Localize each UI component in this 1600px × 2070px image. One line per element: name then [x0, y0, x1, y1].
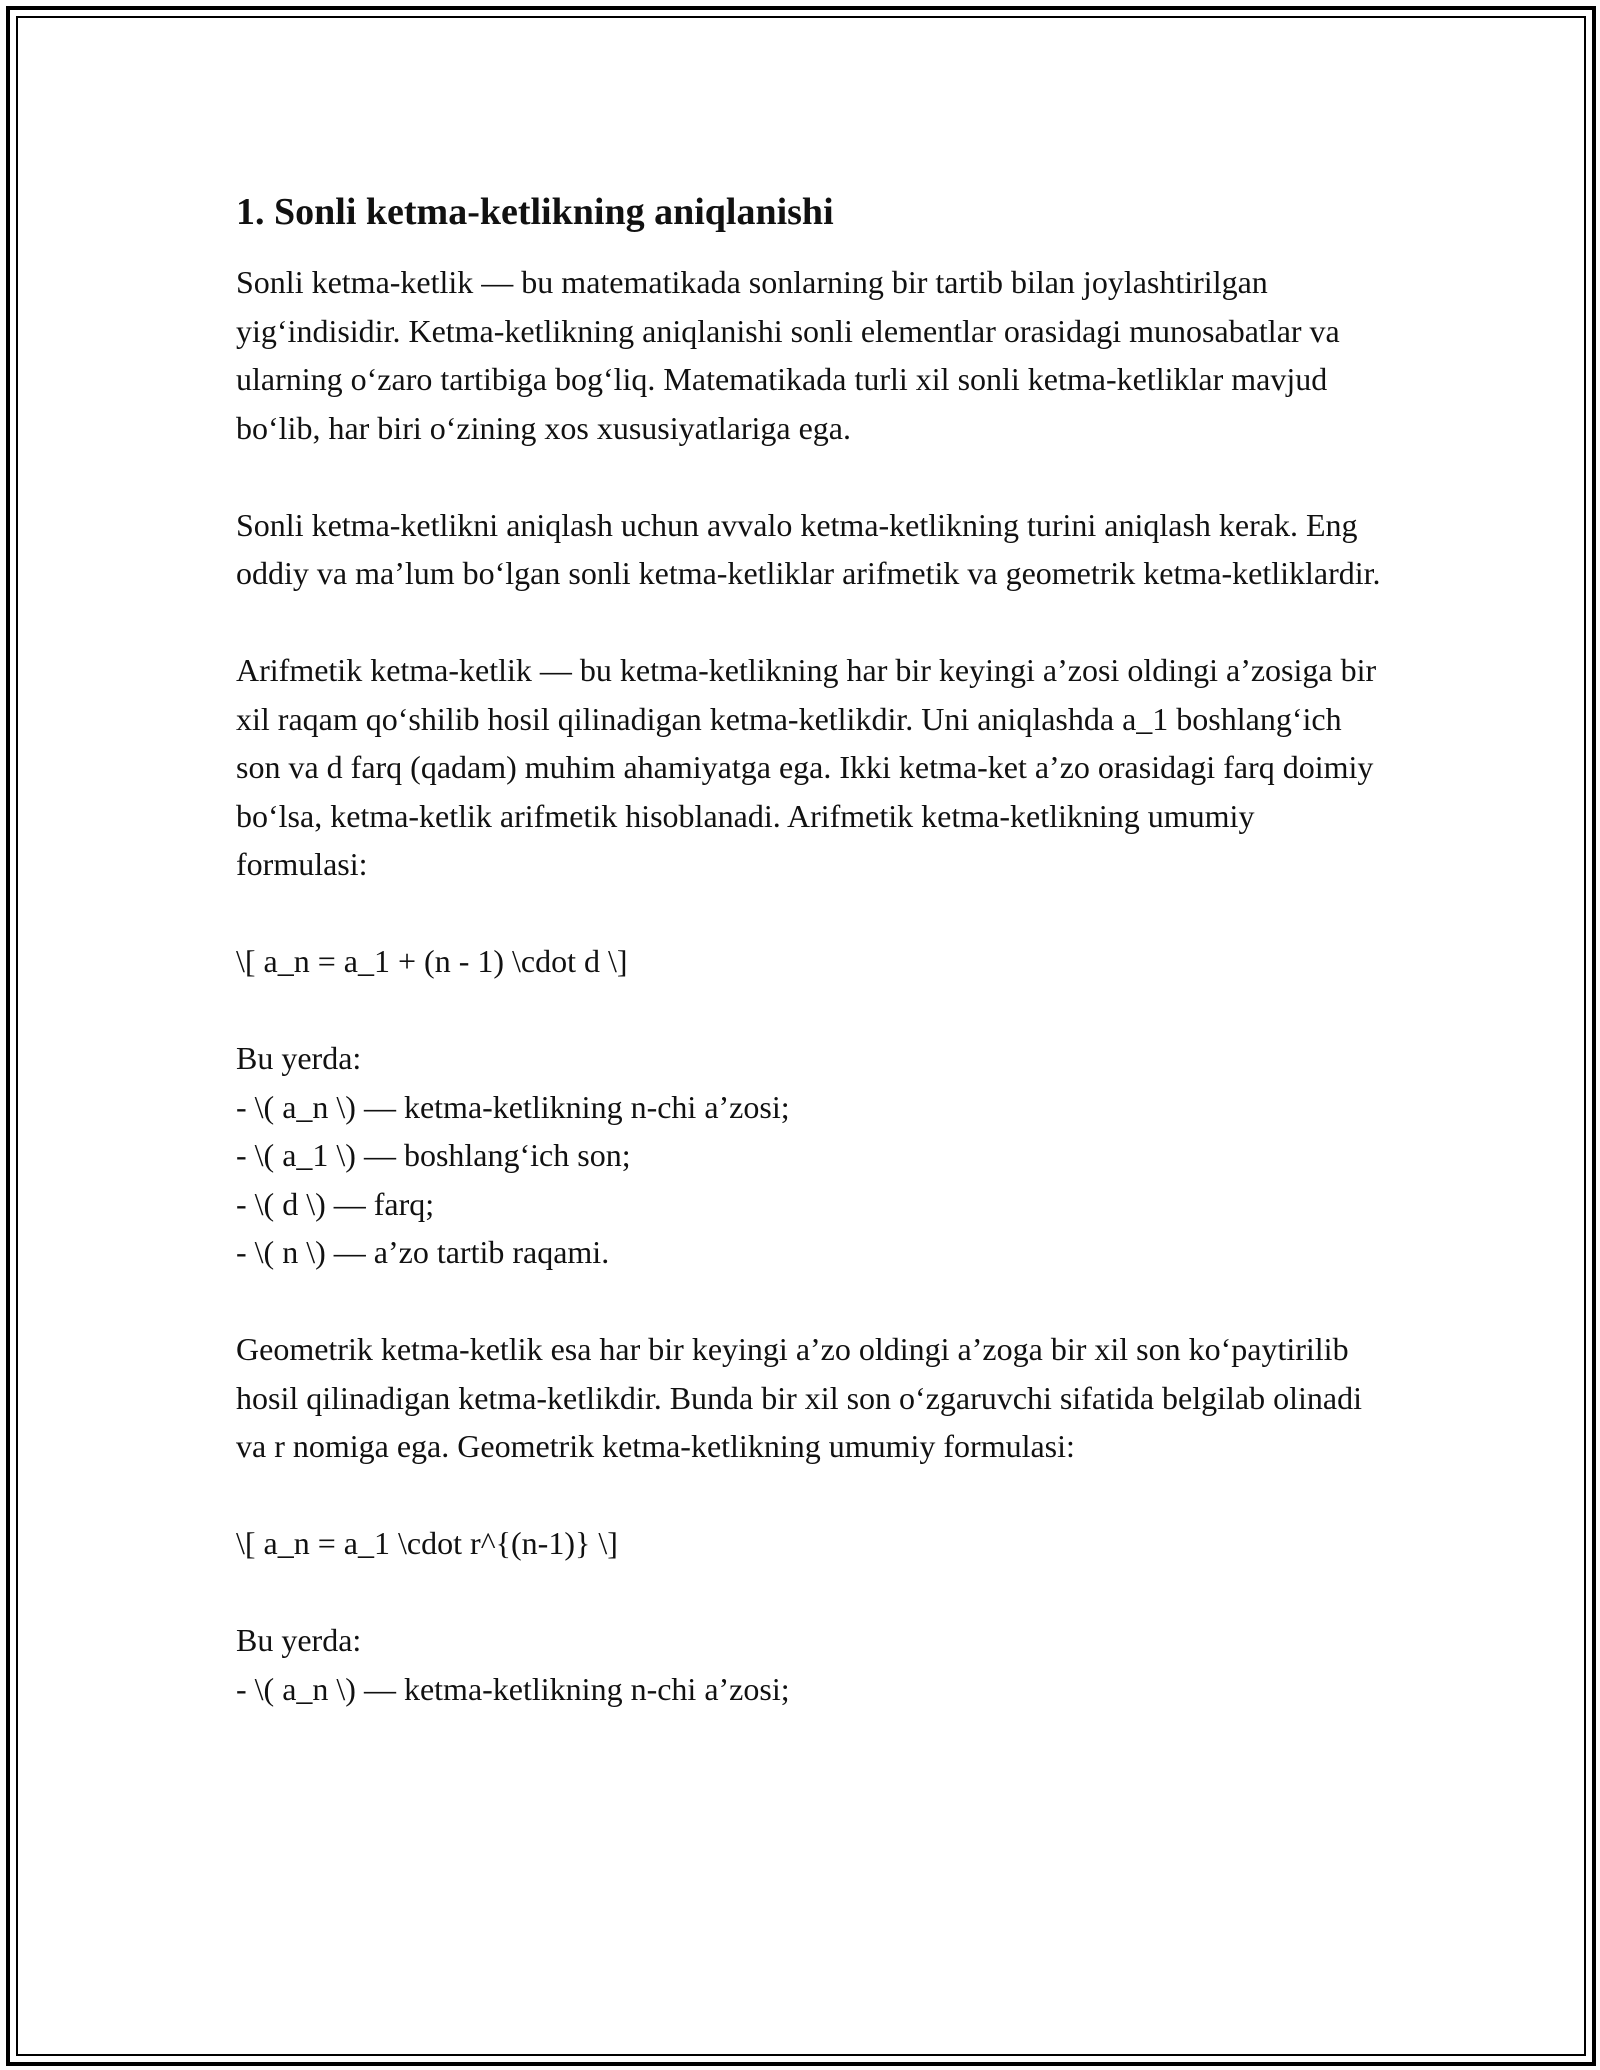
formula-arithmetic: \[ a_n = a_1 + (n - 1) \cdot d \]: [236, 943, 628, 979]
paragraph-types: Sonli ketma-ketlikni aniqlash uchun avvalo ketma-ketlikning turini aniqlash kerak. Eng oddiy va ma’lum bo‘lgan sonli ketma-ketliklar arifmetik va geometrik ketma-ketliklardir.: [236, 506, 1381, 591]
legend-item: - \( n \) — a’zo tartib raqami.: [236, 1234, 610, 1270]
legend-intro: Bu yerda:: [236, 1040, 362, 1076]
paragraph-geometric: Geometrik ketma-ketlik esa har bir keyingi a’zo oldingi a’zoga bir xil son ko‘paytirilib hosil qilinadigan ketma-ketlikdir. Bunda bir xil son o‘zgaruvchi sifatida belgilab olinadi va r nomiga ega. Geometrik ketma-ketlikning umumiy formulasi:: [236, 1331, 1362, 1464]
document-body: [236, 186, 1386, 1762]
legend-item: - \( a_n \) — ketma-ketlikning n-chi a’zosi;: [236, 1670, 790, 1707]
section-heading: 1. Sonli ketma-ketlikning aniqlanishi: [236, 191, 834, 233]
legend-item: - \( a_1 \) — boshlang‘ich son;: [236, 1137, 631, 1173]
legend-item: - \( d \) — farq;: [236, 1185, 435, 1222]
legend-arithmetic: [236, 1034, 1386, 1277]
legend-intro: Bu yerda:: [236, 1622, 362, 1658]
formula-geometric: \[ a_n = a_1 \cdot r^{(n-1)} \]: [236, 1525, 618, 1561]
legend-geometric: [236, 1616, 1386, 1713]
paragraph-arithmetic: Arifmetik ketma-ketlik — bu ketma-ketlikning har bir keyingi a’zosi oldingi a’zosiga bir xil raqam qo‘shilib hosil qilinadigan ketma-ketlikdir. Uni aniqlashda a_1 boshlang‘ich son va d farq (qadam) muhim ahamiyatga ega. Ikki ketma-ket a’zo orasidagi farq doimiy bo‘lsa, ketma-ketlik arifmetik hisoblanadi. Arifmetik ketma-ketlikning umumiy formulasi:: [236, 652, 1377, 882]
paragraph-definition: Sonli ketma-ketlik — bu matematikada sonlarning bir tartib bilan joylashtirilgan yig‘indisidir. Ketma-ketlikning aniqlanishi sonli elementlar orasidagi munosabatlar va ularning o‘zaro tartibiga bog‘liq. Matematikada turli xil sonli ketma-ketliklar mavjud bo‘lib, har biri o‘zining xos xususiyatlariga ega.: [236, 264, 1340, 446]
legend-item: - \( a_n \) — ketma-ketlikning n-chi a’zosi;: [236, 1088, 790, 1125]
